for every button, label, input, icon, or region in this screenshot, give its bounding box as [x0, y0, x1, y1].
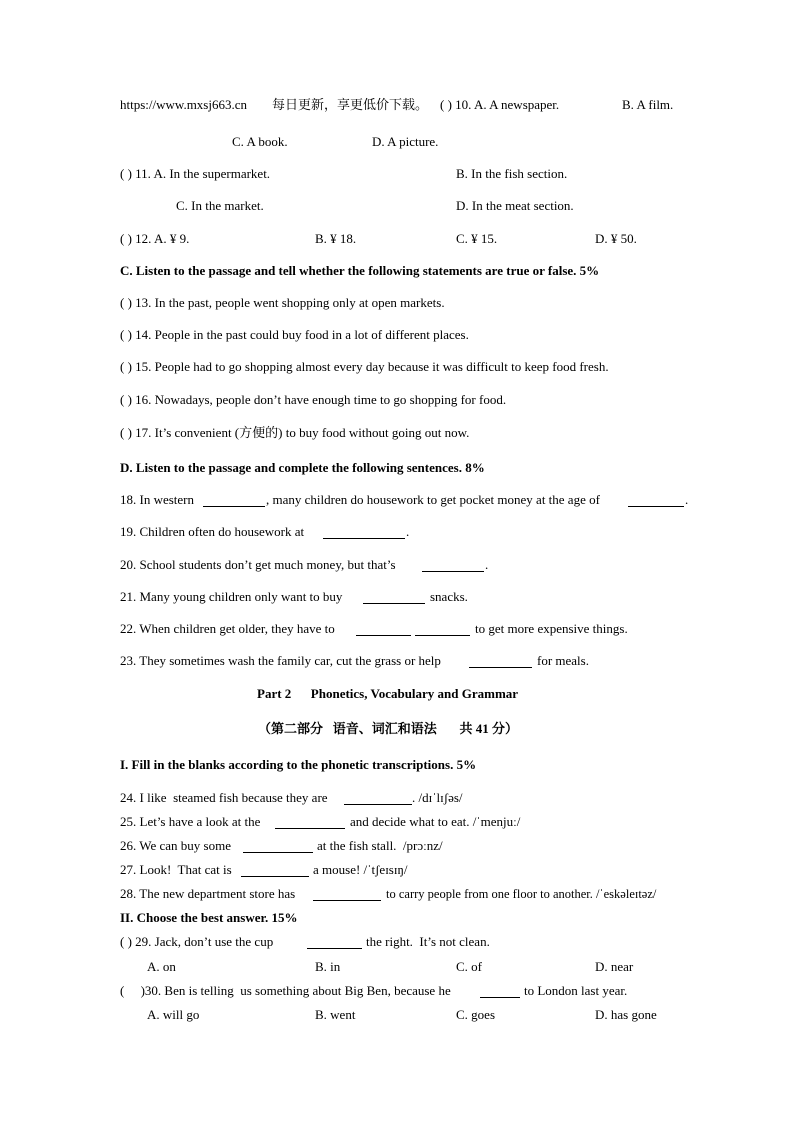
- q24-part2: . /dɪˈlɪʃəs/: [412, 790, 463, 805]
- q29-options-row: [0, 957, 794, 977]
- q21-row: [0, 587, 794, 607]
- q12-option-c: C. ¥ 15.: [456, 231, 498, 246]
- q30-part2: to London last year.: [524, 983, 628, 998]
- q11-option-b: B. In the fish section.: [456, 166, 568, 181]
- q20-blank[interactable]: [422, 558, 484, 572]
- q22-blank-2[interactable]: [415, 622, 470, 636]
- q27-part2: a mouse! /ˈtʃeɪsɪŋ/: [313, 862, 408, 877]
- q23-part2: for meals.: [537, 653, 589, 668]
- q24-part1: 24. I like steamed fish because they are: [120, 790, 328, 805]
- q29-option-d: D. near: [595, 959, 634, 974]
- q18-part3: .: [685, 492, 689, 507]
- section-ii-title: [0, 908, 794, 928]
- q11-stem: ( ) 11. A. In the supermarket.: [120, 166, 271, 181]
- q10-stem: ( ) 10. A. A newspaper.: [440, 97, 560, 112]
- section-i-title: [0, 755, 794, 775]
- q14-row: [0, 325, 794, 345]
- q28-part2: to carry people from one floor to another. /ˈeskəleɪtəz/: [386, 887, 657, 901]
- q18-blank-1[interactable]: [203, 493, 265, 507]
- q19-blank[interactable]: [323, 525, 405, 539]
- q20-row: [0, 555, 794, 575]
- q27-part1: 27. Look! That cat is: [120, 862, 232, 877]
- section-d-title: [0, 458, 794, 478]
- q30-option-d: D. has gone: [595, 1007, 657, 1022]
- header-url: https://www.mxsj663.cn: [120, 97, 247, 112]
- q24-blank[interactable]: [344, 791, 412, 805]
- q26-part2: at the fish stall. /prɔːnz/: [317, 838, 443, 853]
- q10-option-b: B. A film.: [622, 97, 674, 112]
- q21-part2: snacks.: [430, 589, 468, 604]
- q22-part2: to get more expensive things.: [475, 621, 628, 636]
- q17-row: [0, 423, 794, 443]
- section-i-title-text: I. Fill in the blanks according to the phonetic transcriptions. 5%: [120, 757, 477, 772]
- q13-row: [0, 293, 794, 313]
- q11-option-c: C. In the market.: [176, 198, 264, 213]
- q12-stem: ( ) 12. A. ¥ 9.: [120, 231, 190, 246]
- q18-blank-2[interactable]: [628, 493, 684, 507]
- q19-part2: .: [406, 524, 410, 539]
- q26-blank[interactable]: [243, 839, 313, 853]
- q28-part1: 28. The new department store has: [120, 886, 296, 901]
- part2-title: Part 2 Phonetics, Vocabulary and Grammar: [257, 686, 519, 701]
- q19-row: [0, 522, 794, 542]
- q30-option-c: C. goes: [456, 1007, 495, 1022]
- section-d-title-text: D. Listen to the passage and complete the following sentences. 8%: [120, 460, 485, 475]
- q15-text: ( ) 15. People had to go shopping almost every day because it was difficult to keep food fresh.: [120, 359, 609, 374]
- q23-part1: 23. They sometimes wash the family car, cut the grass or help: [120, 653, 441, 668]
- q18-part1: 18. In western: [120, 492, 195, 507]
- part2-subtitle-row: [0, 719, 794, 739]
- q25-part1: 25. Let’s have a look at the: [120, 814, 261, 829]
- q20-part1: 20. School students don’t get much money, but that’s: [120, 557, 396, 572]
- q11-option-d: D. In the meat section.: [456, 198, 574, 213]
- q25-part2: and decide what to eat. /ˈmenjuː/: [350, 814, 521, 829]
- q19-part1: 19. Children often do housework at: [120, 524, 305, 539]
- q11-row: [0, 164, 794, 184]
- q22-blank-1[interactable]: [356, 622, 411, 636]
- q23-row: [0, 651, 794, 671]
- q12-row: [0, 229, 794, 249]
- q14-text: ( ) 14. People in the past could buy food in a lot of different places.: [120, 327, 469, 342]
- q25-row: [0, 812, 794, 832]
- q13-text: ( ) 13. In the past, people went shopping only at open markets.: [120, 295, 445, 310]
- q25-blank[interactable]: [275, 815, 345, 829]
- q10-option-c: C. A book.: [232, 134, 288, 149]
- q29-option-b: B. in: [315, 959, 341, 974]
- q30-option-a: A. will go: [147, 1007, 200, 1022]
- q27-blank[interactable]: [241, 863, 309, 877]
- q30-options-row: [0, 1005, 794, 1025]
- q29-option-a: A. on: [147, 959, 176, 974]
- q29-row: [0, 932, 794, 952]
- q30-blank[interactable]: [480, 984, 520, 998]
- q27-row: [0, 860, 794, 880]
- q30-option-b: B. went: [315, 1007, 356, 1022]
- q18-part2: , many children do housework to get pocket money at the age of: [266, 492, 600, 507]
- q16-row: [0, 390, 794, 410]
- part2-title-row: [0, 684, 794, 704]
- q26-row: [0, 836, 794, 856]
- q12-option-d: D. ¥ 50.: [595, 231, 637, 246]
- part2-subtitle: （第二部分 语音、词汇和语法 共 41 分）: [258, 721, 519, 736]
- q29-part2: the right. It’s not clean.: [366, 934, 490, 949]
- q21-blank[interactable]: [363, 590, 425, 604]
- q17-text: ( ) 17. It’s convenient (方便的) to buy food without going out now.: [120, 425, 470, 440]
- q16-text: ( ) 16. Nowadays, people don’t have enough time to go shopping for food.: [120, 392, 507, 407]
- q24-row: [0, 788, 794, 808]
- q10-option-d: D. A picture.: [372, 134, 439, 149]
- q10-row: [0, 95, 794, 115]
- section-ii-title-text: II. Choose the best answer. 15%: [120, 910, 298, 925]
- section-c-title: [0, 261, 794, 281]
- header-slogan: 每日更新，享更低价下载。: [272, 97, 429, 112]
- q29-option-c: C. of: [456, 959, 482, 974]
- q28-row: [0, 884, 794, 904]
- q29-part1: ( ) 29. Jack, don’t use the cup: [120, 934, 274, 949]
- q18-row: [0, 490, 794, 510]
- q23-blank[interactable]: [469, 654, 532, 668]
- q29-blank[interactable]: [307, 935, 362, 949]
- q15-row: [0, 357, 794, 377]
- q21-part1: 21. Many young children only want to buy: [120, 589, 343, 604]
- q22-part1: 22. When children get older, they have to: [120, 621, 335, 636]
- q26-part1: 26. We can buy some: [120, 838, 231, 853]
- q22-row: [0, 619, 794, 639]
- q30-part1: ( )30. Ben is telling us something about Big Ben, because he: [120, 983, 451, 998]
- q11-options-row: [0, 196, 794, 216]
- q10-options-row: [0, 132, 794, 152]
- section-c-title-text: C. Listen to the passage and tell whether the following statements are true or false. 5%: [120, 263, 600, 278]
- q20-part2: .: [485, 557, 489, 572]
- q28-blank[interactable]: [313, 887, 381, 901]
- q30-row: [0, 981, 794, 1001]
- q12-option-b: B. ¥ 18.: [315, 231, 357, 246]
